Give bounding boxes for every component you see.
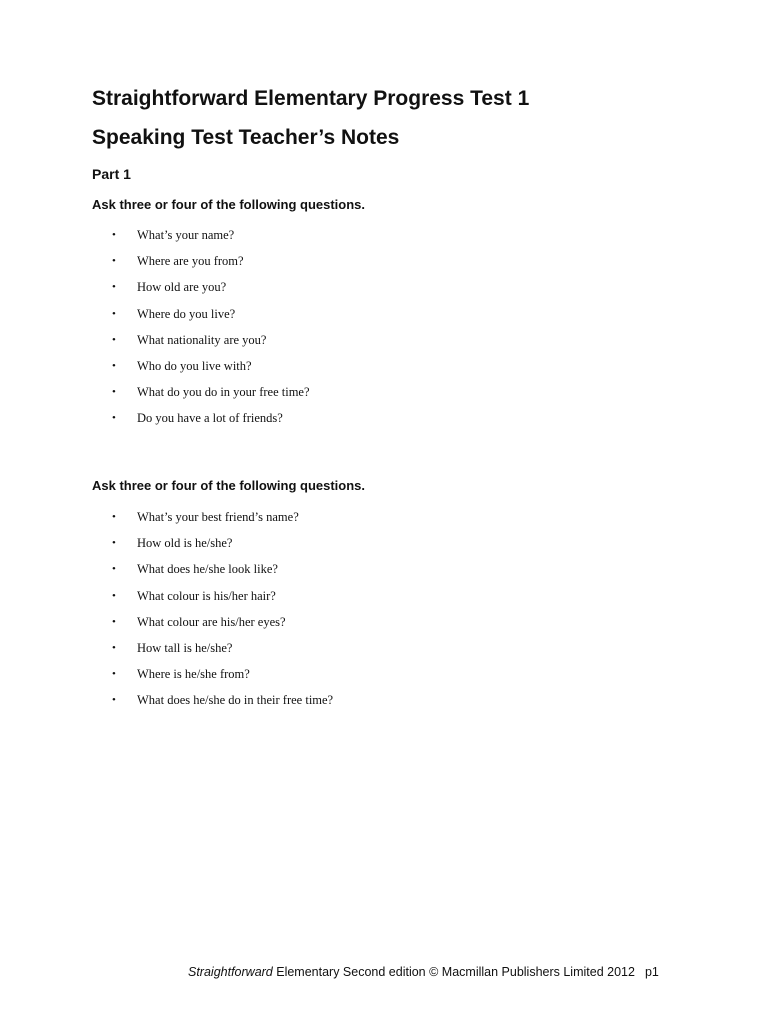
document-subtitle: Speaking Test Teacher’s Notes	[92, 126, 400, 149]
section-2-instruction: Ask three or four of the following questions.	[92, 478, 366, 493]
question-text: What’s your best friend’s name?	[137, 510, 299, 524]
question-item	[112, 305, 310, 331]
question-text: Where do you live?	[137, 306, 236, 321]
part-label: Part 1	[92, 166, 131, 182]
question-item	[112, 252, 310, 278]
question-item	[112, 383, 310, 409]
bullet-icon: •	[112, 694, 116, 707]
section-1-instruction: Ask three or four of the following questions.	[92, 197, 366, 212]
question-item	[112, 331, 310, 357]
footer-copyright: Elementary Second edition © Macmillan Publishers Limited 2012	[272, 965, 635, 979]
bullet-icon: •	[112, 641, 116, 654]
question-item	[112, 508, 333, 534]
page-number: p1	[644, 965, 659, 979]
page-footer	[188, 963, 659, 981]
question-text: Where is he/she from?	[137, 667, 250, 682]
question-item	[112, 639, 333, 665]
question-text: What’s your name?	[137, 228, 235, 242]
question-item	[112, 278, 310, 304]
question-text: What does he/she do in their free time?	[137, 693, 334, 708]
bullet-icon: •	[112, 255, 116, 268]
question-text: How tall is he/she?	[137, 640, 233, 655]
question-text: What do you do in your free time?	[137, 385, 310, 400]
question-item	[112, 613, 333, 639]
bullet-icon: •	[112, 281, 116, 294]
bullet-icon: •	[112, 668, 116, 681]
question-text: Who do you live with?	[137, 358, 252, 373]
question-text: What nationality are you?	[137, 332, 267, 347]
bullet-icon: •	[112, 511, 116, 523]
bullet-icon: •	[112, 307, 116, 320]
bullet-icon: •	[112, 563, 116, 576]
bullet-icon: •	[112, 537, 116, 550]
bullet-icon: •	[112, 333, 116, 346]
question-item	[112, 226, 310, 252]
question-text: Where are you from?	[137, 254, 244, 269]
section-1-question-list	[112, 226, 310, 436]
question-item	[112, 534, 333, 560]
bullet-icon: •	[112, 386, 116, 399]
question-text: What colour is his/her hair?	[137, 588, 276, 603]
question-item	[112, 409, 310, 435]
section-2-question-list	[112, 508, 333, 718]
bullet-icon: •	[112, 412, 116, 425]
bullet-icon: •	[112, 359, 116, 372]
question-item	[112, 691, 333, 717]
question-item	[112, 587, 333, 613]
question-item	[112, 357, 310, 383]
document-title: Straightforward Elementary Progress Test 1	[92, 87, 530, 110]
question-text: What does he/she look like?	[137, 562, 278, 577]
footer-brand: Straightforward	[188, 965, 273, 979]
bullet-icon: •	[112, 589, 116, 602]
question-text: How old are you?	[137, 280, 227, 295]
question-item	[112, 665, 333, 691]
question-text: What colour are his/her eyes?	[137, 614, 286, 629]
question-text: How old is he/she?	[137, 536, 233, 551]
question-item	[112, 560, 333, 586]
bullet-icon: •	[112, 229, 116, 241]
question-text: Do you have a lot of friends?	[137, 411, 283, 426]
bullet-icon: •	[112, 615, 116, 628]
